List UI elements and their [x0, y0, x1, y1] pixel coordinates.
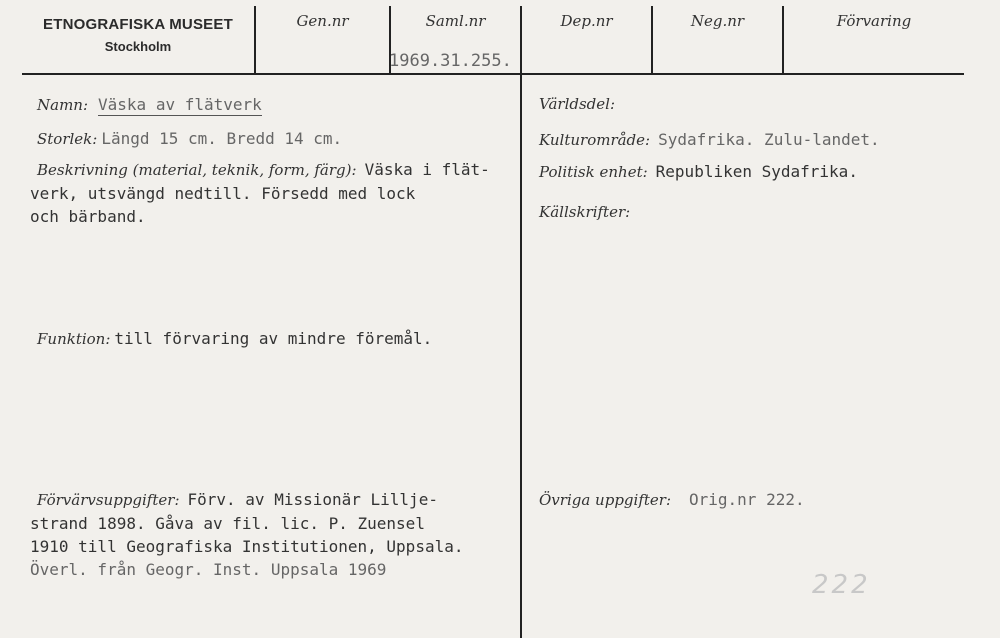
politisk-value: Republiken Sydafrika.: [655, 162, 858, 181]
forvaring-label: Förvaring: [836, 12, 912, 30]
saml-nr-label: Saml.nr: [425, 12, 486, 30]
beskrivning-line-3: och bärband.: [30, 207, 146, 226]
storlek-row: [37, 129, 342, 149]
politisk-label: Politisk enhet:: [539, 163, 648, 181]
storlek-value: Längd 15 cm. Bredd 14 cm.: [101, 129, 343, 148]
ovriga-value: Orig.nr 222.: [689, 490, 805, 509]
ovriga-row: [539, 490, 805, 510]
kulturomrade-label: Kulturområde:: [539, 131, 651, 149]
ovriga-label: Övriga uppgifter:: [539, 491, 671, 509]
forvarv-row: [37, 490, 438, 510]
forvarv-line-3: 1910 till Geografiska Institutionen, Uppsala.: [30, 537, 464, 556]
museum-city: Stockholm: [104, 39, 172, 54]
kulturomrade-value: Sydafrika. Zulu-landet.: [658, 130, 880, 149]
handwritten-note: 222: [812, 570, 871, 600]
funktion-value: till förvaring av mindre föremål.: [114, 329, 433, 348]
forvarv-line-2: strand 1898. Gåva av fil. lic. P. Zuensel: [30, 514, 425, 533]
neg-nr-label: Neg.nr: [690, 12, 745, 30]
kulturomrade-row: [539, 130, 880, 150]
beskrivning-row: [37, 160, 490, 180]
namn-value: Väska av flätverk: [98, 95, 262, 114]
museum-block: [22, 16, 254, 54]
politisk-row: [539, 162, 858, 182]
funktion-row: [37, 329, 432, 349]
kallskrifter-label: Källskrifter:: [539, 203, 631, 221]
saml-nr-value: 1969.31.255.: [389, 51, 512, 71]
beskrivning-line-2: verk, utsvängd nedtill. Försedd med lock: [30, 184, 416, 203]
namn-label: Namn:: [37, 96, 89, 114]
museum-name: ETNOGRAFISKA MUSEET: [43, 16, 233, 33]
gen-nr-label: Gen.nr: [296, 12, 349, 30]
namn-row: [37, 95, 262, 115]
varldsdel-label: Världsdel:: [539, 95, 615, 113]
dep-nr-label: Dep.nr: [560, 12, 613, 30]
center-divider: [520, 73, 522, 638]
forvarv-line-4: Överl. från Geogr. Inst. Uppsala 1969: [30, 560, 387, 579]
beskrivning-label: Beskrivning (material, teknik, form, färg):: [37, 161, 357, 179]
storlek-label: Storlek:: [37, 130, 98, 148]
funktion-label: Funktion:: [37, 330, 111, 348]
forvarv-label: Förvärvsuppgifter:: [37, 491, 180, 509]
forvarv-line-1: Förv. av Missionär Lillje-: [187, 490, 438, 509]
beskrivning-line-1: Väska i flät-: [364, 160, 490, 179]
header-rule: [22, 73, 964, 75]
